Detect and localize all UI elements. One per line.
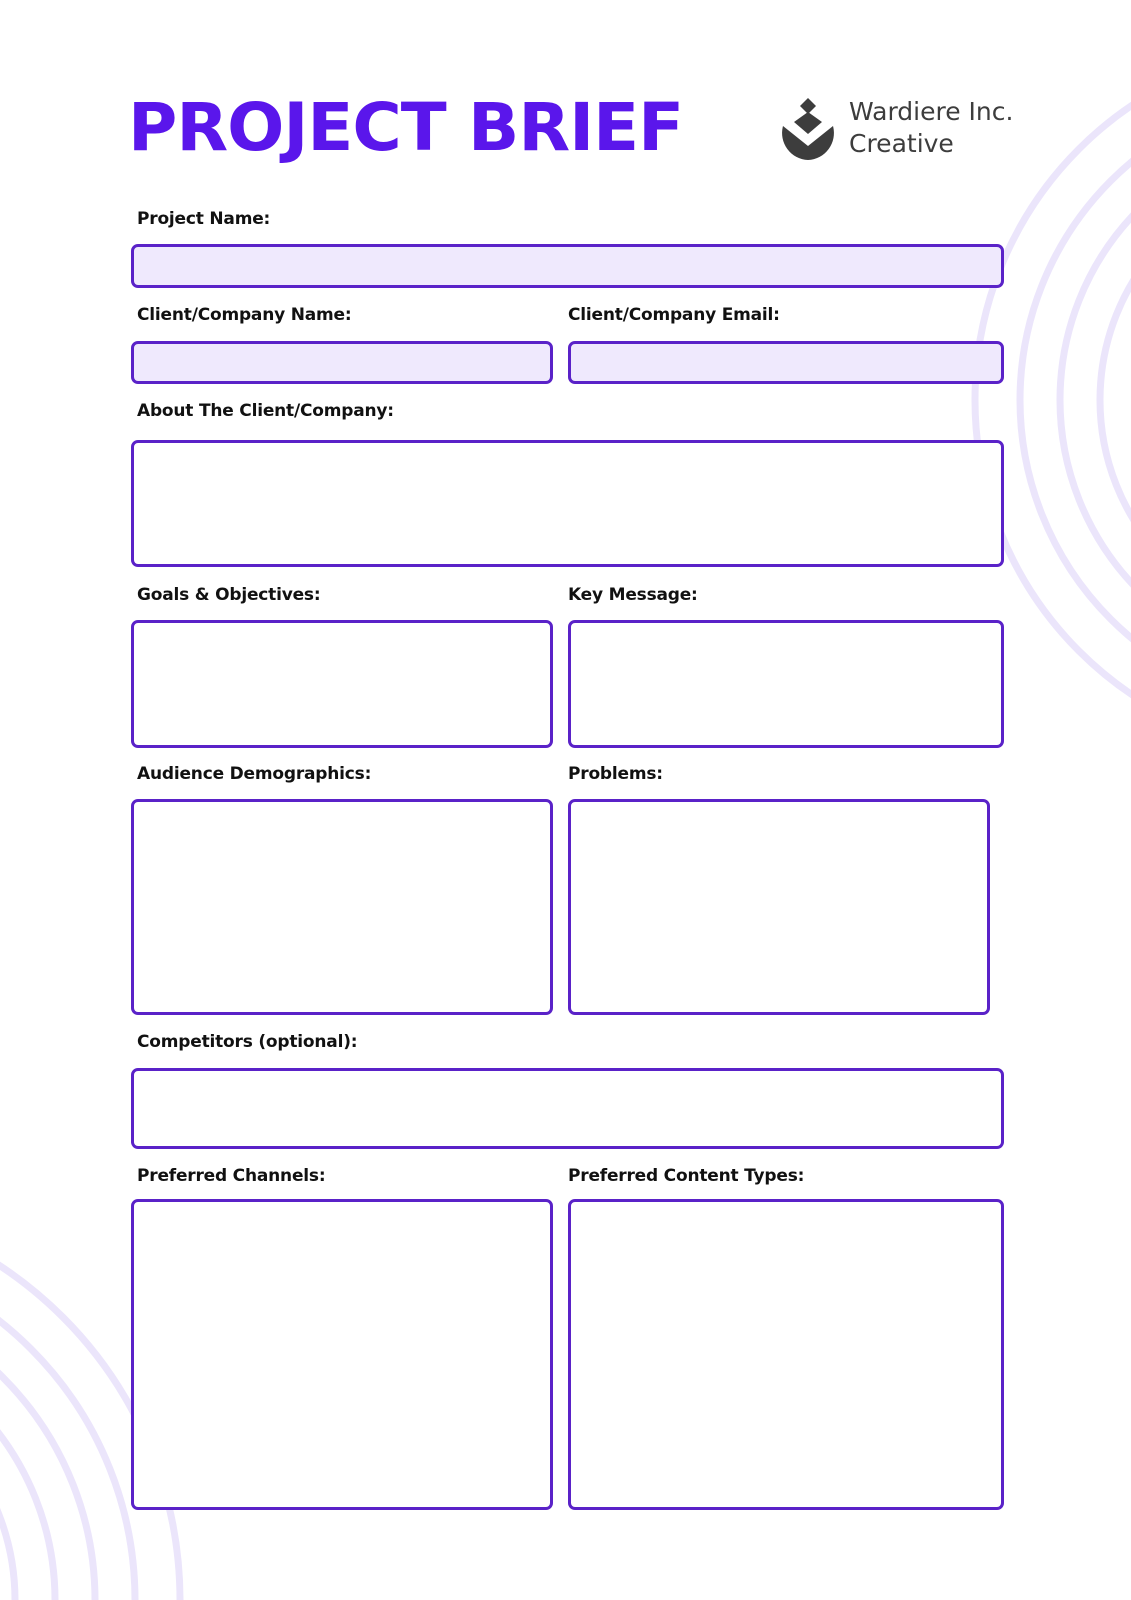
client-name-field[interactable]: [131, 341, 553, 384]
key-message-field[interactable]: [568, 620, 1004, 748]
client-email-field[interactable]: [568, 341, 1004, 384]
problems-field[interactable]: [568, 799, 990, 1015]
goals-label: Goals & Objectives:: [137, 585, 321, 605]
page-title: PROJECT BRIEF: [128, 89, 684, 166]
channels-label: Preferred Channels:: [137, 1166, 326, 1186]
project-name-label: Project Name:: [137, 209, 271, 229]
audience-label: Audience Demographics:: [137, 764, 372, 784]
channels-field[interactable]: [131, 1199, 553, 1510]
key-message-label: Key Message:: [568, 585, 698, 605]
brand-line-1: Wardiere Inc.: [849, 97, 1014, 126]
competitors-label: Competitors (optional):: [137, 1032, 358, 1052]
about-client-field[interactable]: [131, 440, 1004, 567]
client-email-label: Client/Company Email:: [568, 305, 780, 325]
project-name-field[interactable]: [131, 244, 1004, 288]
content-types-field[interactable]: [568, 1199, 1004, 1510]
brand-line-2: Creative: [849, 129, 954, 158]
content-types-label: Preferred Content Types:: [568, 1166, 805, 1186]
audience-field[interactable]: [131, 799, 553, 1015]
brand-name: [849, 96, 1013, 160]
client-name-label: Client/Company Name:: [137, 305, 352, 325]
about-client-label: About The Client/Company:: [137, 401, 394, 421]
problems-label: Problems:: [568, 764, 663, 784]
lotus-diamond-logo-icon: [780, 96, 836, 162]
goals-field[interactable]: [131, 620, 553, 748]
competitors-field[interactable]: [131, 1068, 1004, 1149]
